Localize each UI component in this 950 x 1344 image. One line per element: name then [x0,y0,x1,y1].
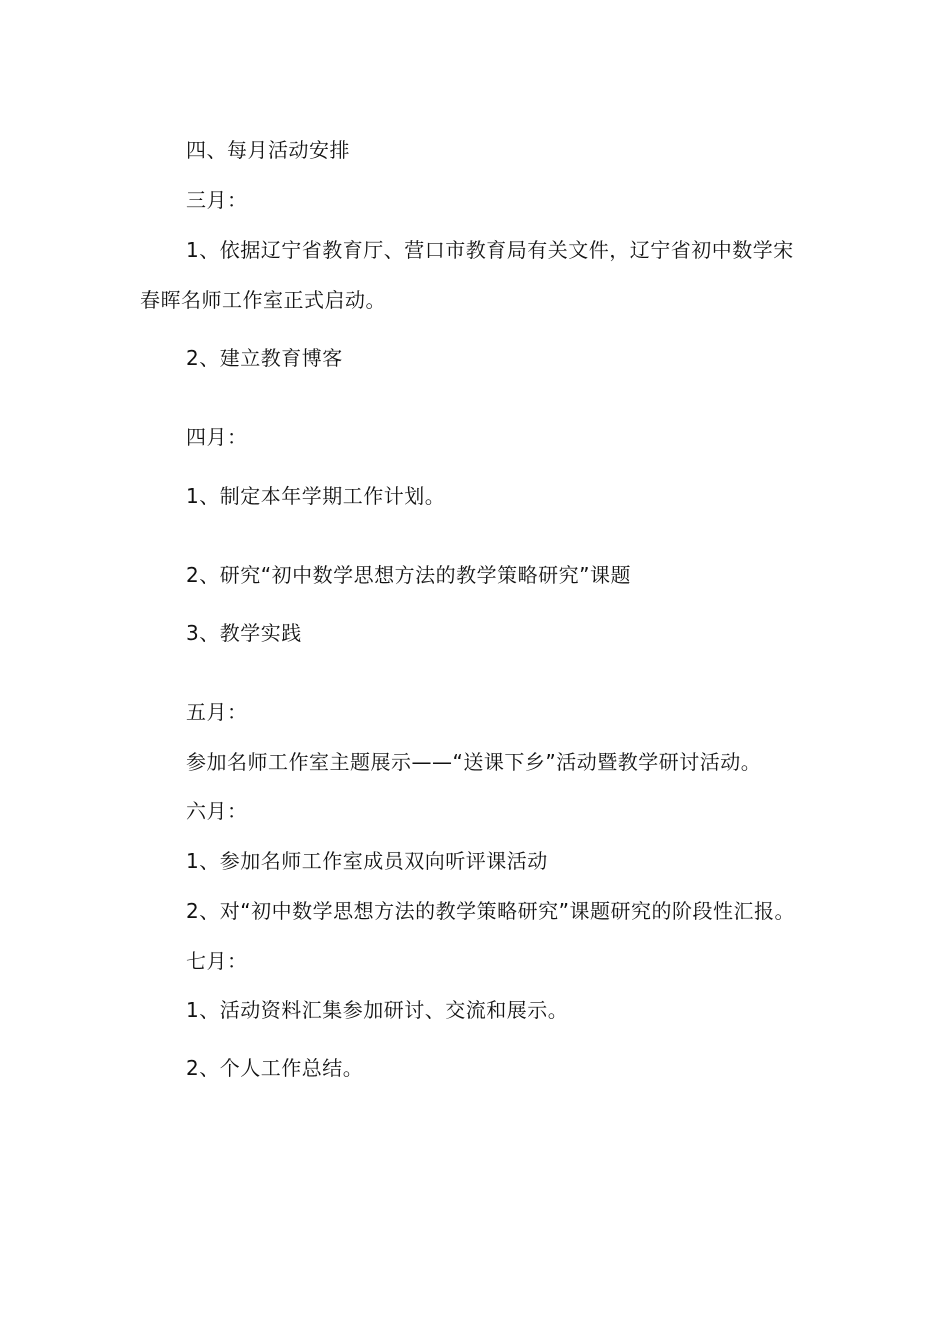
july-item-1: 1、活动资料汇集参加研讨、交流和展示。 [186,998,569,1022]
june-item-1: 1、参加名师工作室成员双向听评课活动 [186,849,548,873]
march-item-2: 2、建立教育博客 [186,346,343,370]
month-title-march: 三月： [186,188,248,212]
june-item-2: 2、对“初中数学思想方法的教学策略研究”课题研究的阶段性汇报。 [186,899,795,923]
july-item-2: 2、个人工作总结。 [186,1056,364,1080]
month-title-april: 四月： [186,425,248,449]
april-item-1: 1、制定本年学期工作计划。 [186,484,446,508]
may-item-1: 参加名师工作室主题展示——“送课下乡”活动暨教学研讨活动。 [186,750,762,774]
april-item-3: 3、教学实践 [186,621,302,645]
april-item-2: 2、研究“初中数学思想方法的教学策略研究”课题 [186,563,631,587]
march-item-1-line-2: 春晖名师工作室正式启动。 [140,288,386,312]
march-item-1-line-1: 1、依据辽宁省教育厅、营口市教育局有关文件，辽宁省初中数学宋 [186,238,794,262]
month-title-june: 六月： [186,799,248,823]
month-title-july: 七月： [186,949,248,973]
month-title-may: 五月： [186,700,248,724]
section-heading: 四、每月活动安排 [186,138,350,162]
